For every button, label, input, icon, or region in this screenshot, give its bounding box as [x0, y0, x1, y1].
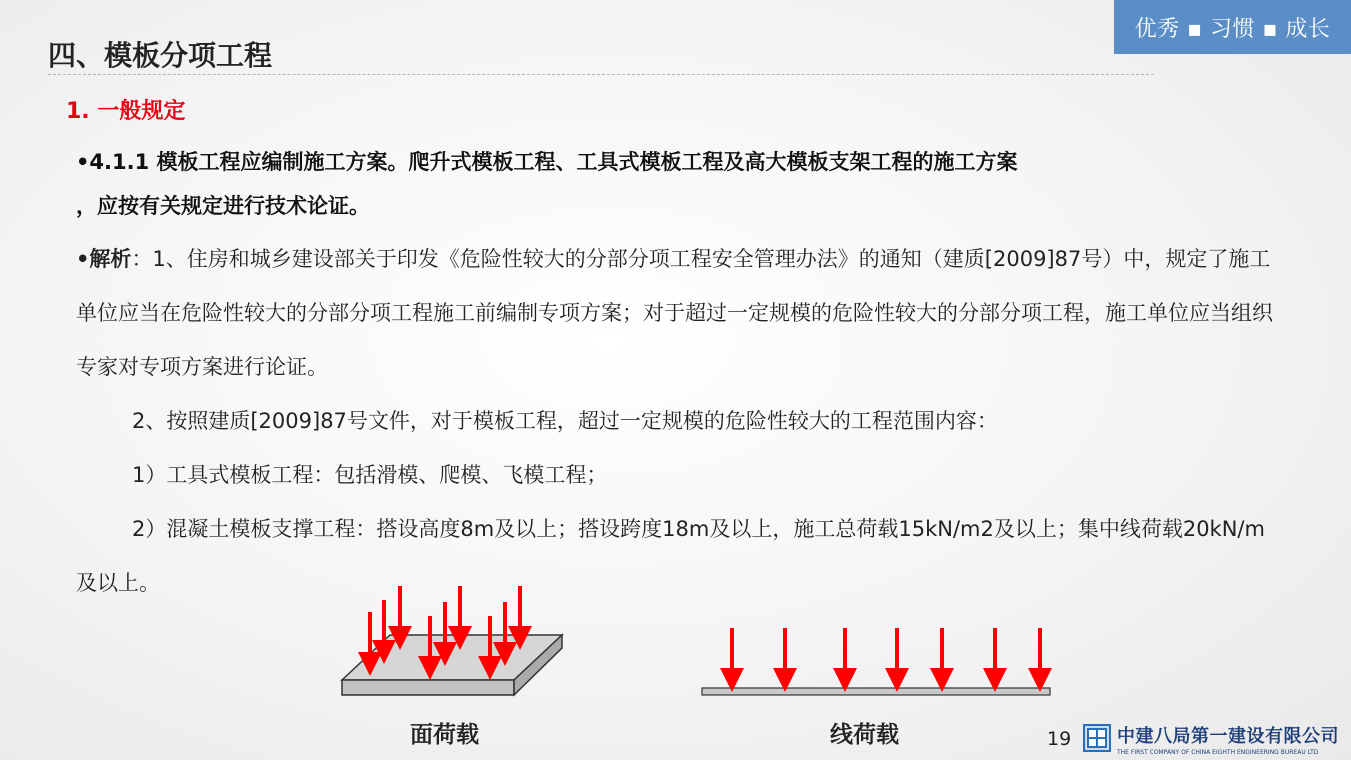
analysis-text: ：1、住房和城乡建设部关于印发《危险性较大的分部分项工程安全管理办法》的通知（建质[2009]87号）中，规定了施工单位应当在危险性较大的分部分项工程施工前编制专项方案；对于超过一定规模的危险性较大的分部分项工程，施工单位应当组织专家对专项方案进行论证。: [76, 247, 1273, 379]
title-divider: [48, 74, 1154, 75]
company-brand: [1117, 722, 1347, 756]
analysis-paragraph: [76, 232, 1281, 394]
load-diagram: [330, 580, 1070, 705]
clause-line-2: ，应按有关规定进行技术论证。: [76, 194, 370, 218]
clause-4-1-1: [76, 140, 1276, 228]
page-title: 四、模板分项工程: [48, 39, 273, 72]
line-load-beam: [702, 688, 1050, 695]
company-name-cn: 中建八局第一建设有限公司: [1117, 726, 1339, 747]
caption-surface-load: 面荷载: [410, 722, 479, 748]
analysis-item-2: 2、按照建质[2009]87号文件，对于模板工程，超过一定规模的危险性较大的工程范围内容：: [132, 409, 998, 433]
company-name-en: THE FIRST COMPANY OF CHINA EIGHTH ENGINEERING BUREAU LTD: [1117, 749, 1319, 756]
line-load-arrows: [732, 628, 1040, 680]
analysis-item-2-1: 1）工具式模板工程：包括滑模、爬模、飞模工程；: [132, 463, 608, 487]
analysis-block: [76, 232, 1281, 610]
section-heading: 1. 一般规定: [66, 99, 186, 124]
cscec-logo-icon: [1083, 724, 1111, 752]
caption-line-load: 线荷载: [830, 722, 899, 748]
page-number: 19: [1047, 728, 1072, 750]
clause-line-1: •4.1.1 模板工程应编制施工方案。爬升式模板工程、工具式模板工程及高大模板支架工程的施工方案: [76, 150, 1018, 174]
tagline-badge: 优秀 ▪ 习惯 ▪ 成长: [1114, 0, 1351, 54]
surface-load-plate: [342, 635, 562, 695]
analysis-item-2-2: 2）混凝土模板支撑工程：搭设高度8m及以上；搭设跨度18m及以上，施工总荷载15kN/m2及以上；集中线荷载20kN/m及以上。: [76, 517, 1265, 595]
analysis-label: •解析: [76, 247, 132, 271]
